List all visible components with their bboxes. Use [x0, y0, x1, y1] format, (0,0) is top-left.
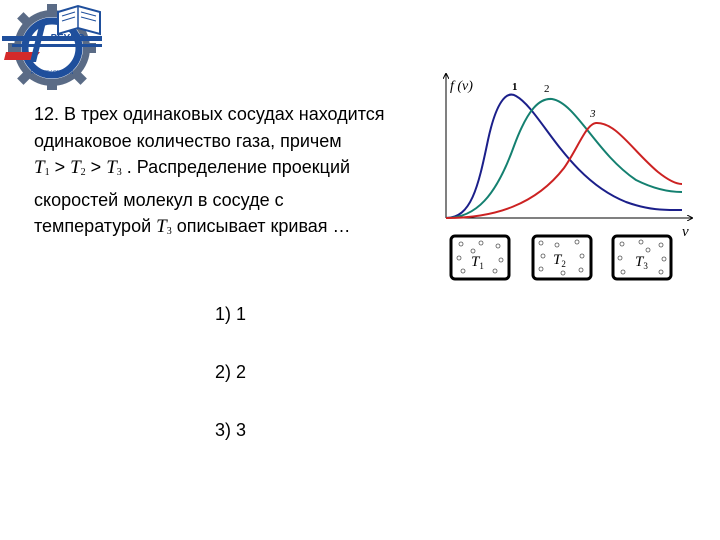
- logo-text: РГУПС: [50, 33, 84, 44]
- curve-label-2: 2: [544, 83, 550, 95]
- question-text: [34, 101, 434, 246]
- greater-sign: >: [85, 157, 107, 177]
- temp-t3: $T_3$: [106, 157, 122, 178]
- logo-ring-text: ROSTOV-ON-DON: [30, 70, 74, 76]
- vessel-2-label: $T_2$: [553, 252, 566, 269]
- temp-t3-ref: $T_3$: [156, 216, 172, 237]
- question-line-5-end: описывает кривая …: [171, 216, 351, 236]
- vessel-3: [613, 236, 671, 279]
- question-line-3: . Распределение проекций: [121, 157, 351, 177]
- vessel-3-label: $T_3$: [635, 254, 648, 271]
- curve-1: [446, 95, 682, 218]
- rgups-logo: [0, 0, 110, 92]
- question-line-5-start: температурой: [34, 216, 157, 236]
- curve-2: [446, 99, 682, 218]
- vessel-1: [451, 236, 509, 279]
- x-axis-label: v: [682, 224, 689, 240]
- vessels-row: [449, 233, 711, 283]
- y-axis-label: f (v): [450, 79, 473, 94]
- question-line-1: В трех одинаковых сосудах находится: [64, 104, 385, 124]
- question-line-2: одинаковое количество газа, причем: [34, 130, 342, 151]
- answer-option-3[interactable]: 3) 3: [215, 420, 247, 440]
- question-number: 12.: [34, 104, 60, 124]
- answer-option-2[interactable]: 2) 2: [215, 362, 247, 382]
- curve-label-1: 1: [512, 81, 518, 93]
- greater-sign: >: [49, 157, 71, 177]
- temp-t2: $T_2$: [70, 157, 86, 178]
- vessel-2: [533, 236, 591, 279]
- distribution-graph: [436, 68, 706, 248]
- question-line-4: скоростей молекул в сосуде с: [34, 189, 284, 210]
- vessel-1-label: $T_1$: [471, 254, 484, 271]
- answer-option-1[interactable]: 1) 1: [215, 304, 247, 324]
- curve-label-3: 3: [590, 108, 596, 120]
- temp-t1: $T_1$: [34, 157, 50, 178]
